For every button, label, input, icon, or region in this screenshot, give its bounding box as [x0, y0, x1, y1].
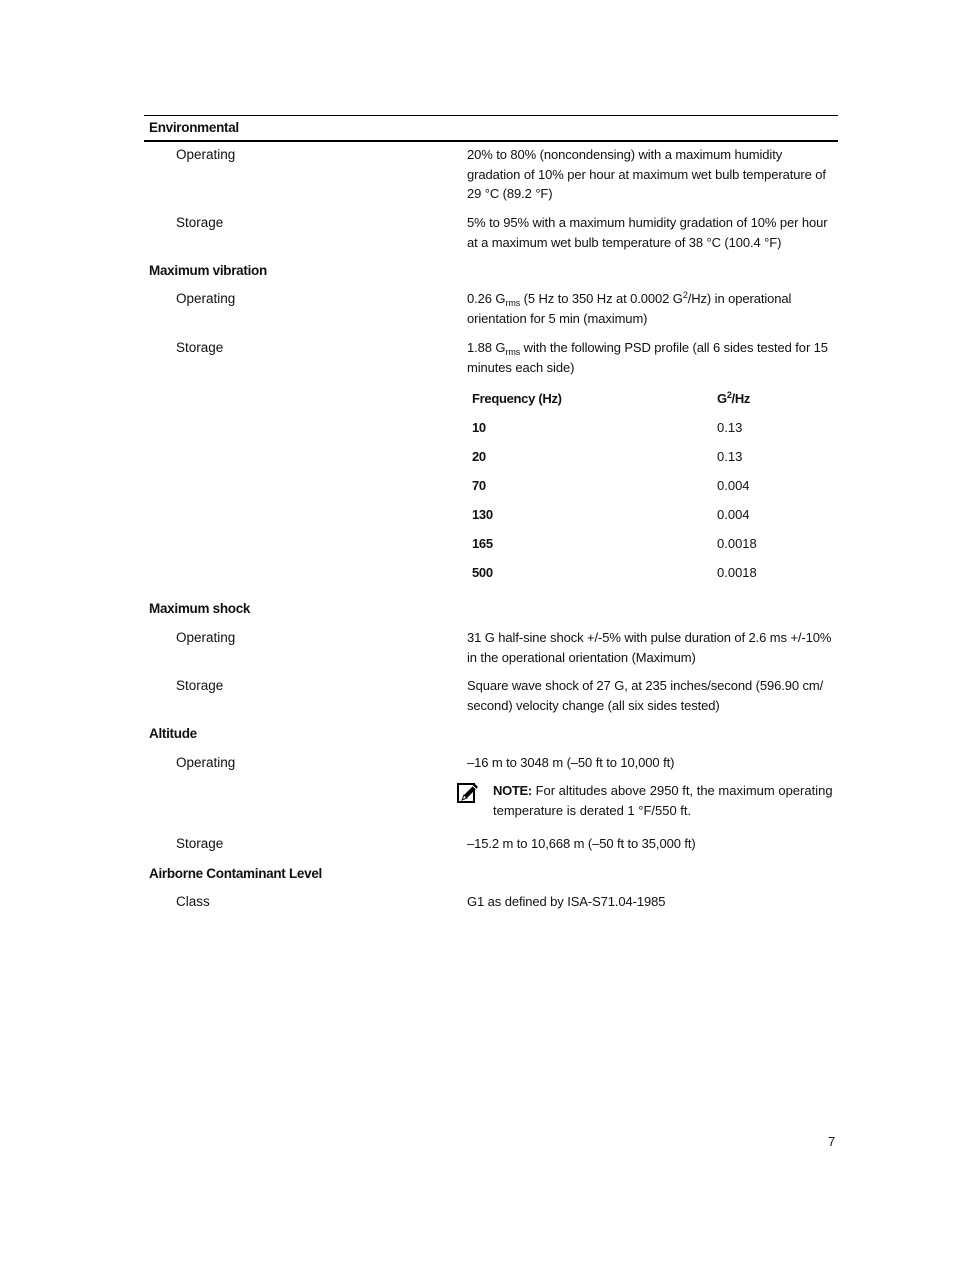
psd-row-value: 0.13 — [717, 420, 743, 435]
row-label-class: Class — [176, 894, 210, 909]
row-label-storage: Storage — [176, 836, 224, 851]
note-label: NOTE: — [493, 783, 532, 798]
pencil-note-icon — [457, 782, 479, 806]
table-top-rule — [144, 115, 838, 116]
psd-row-value: 0.0018 — [717, 565, 757, 580]
section-heading-max-shock: Maximum shock — [149, 601, 251, 616]
row-label-storage: Storage — [176, 678, 224, 693]
row-value-operating-vibration: 0.26 $G_{rms}$ (5 Hz to 350 Hz at 0.0002 $G^2/Hz$) in operational orientation for 5 min (maximum) — [467, 290, 792, 326]
section-heading-max-vibration: Maximum vibration — [149, 263, 267, 278]
row-label-operating: Operating — [176, 630, 236, 645]
row-value-operating-humidity: 20% to 80% (noncondensing) with a maximum humidity gradation of 10% per hour at maximum wet bulb temperature of 29 °C (89.2 °F) — [467, 147, 826, 201]
psd-row-value: 0.004 — [717, 478, 750, 493]
psd-header-g2hz: $G^2/Hz$ — [717, 390, 751, 406]
row-label-operating: Operating — [176, 755, 236, 770]
psd-row-frequency: 130 — [472, 507, 493, 522]
header-bottom-rule — [144, 140, 838, 142]
psd-row-frequency: 70 — [472, 478, 486, 493]
row-label-storage: Storage — [176, 215, 224, 230]
altitude-note — [493, 781, 838, 821]
section-heading-altitude: Altitude — [149, 726, 197, 741]
psd-row-frequency: 10 — [472, 420, 486, 435]
section-heading-airborne-contaminant: Airborne Contaminant Level — [149, 866, 322, 881]
row-value-class: G1 as defined by ISA-S71.04-1985 — [467, 894, 666, 909]
note-body: For altitudes above 2950 ft, the maximum operating temperature is derated 1 °F/550 ft. — [493, 783, 833, 818]
psd-row-frequency: 165 — [472, 536, 493, 551]
row-value-storage-vibration: 1.88 $G_{rms}$ with the following PSD profile (all 6 sides tested for 15 minutes each side) — [467, 340, 828, 375]
row-value-operating-altitude: –16 m to 3048 m (–50 ft to 10,000 ft) — [467, 755, 675, 770]
psd-row-frequency: 20 — [472, 449, 486, 464]
page-number: 7 — [828, 1134, 836, 1149]
section-heading-environmental: Environmental — [149, 120, 239, 135]
psd-header-frequency: Frequency (Hz) — [472, 391, 562, 406]
row-label-operating: Operating — [176, 147, 236, 162]
psd-row-value: 0.0018 — [717, 536, 757, 551]
psd-row-value: 0.004 — [717, 507, 750, 522]
psd-row-value: 0.13 — [717, 449, 743, 464]
row-value-storage-shock: Square wave shock of 27 G, at 235 inches/second (596.90 cm/ second) velocity change (all six sides tested) — [467, 678, 824, 713]
row-value-operating-shock: 31 G half-sine shock +/-5% with pulse duration of 2.6 ms +/-10% in the operational orientation (Maximum) — [467, 630, 832, 665]
row-value-storage-humidity: 5% to 95% with a maximum humidity gradation of 10% per hour at a maximum wet bulb temperature of 38 °C (100.4 °F) — [467, 215, 828, 250]
row-label-storage: Storage — [176, 340, 224, 355]
row-value-storage-altitude: –15.2 m to 10,668 m (–50 ft to 35,000 ft) — [467, 836, 696, 851]
row-label-operating: Operating — [176, 291, 236, 306]
psd-row-frequency: 500 — [472, 565, 493, 580]
